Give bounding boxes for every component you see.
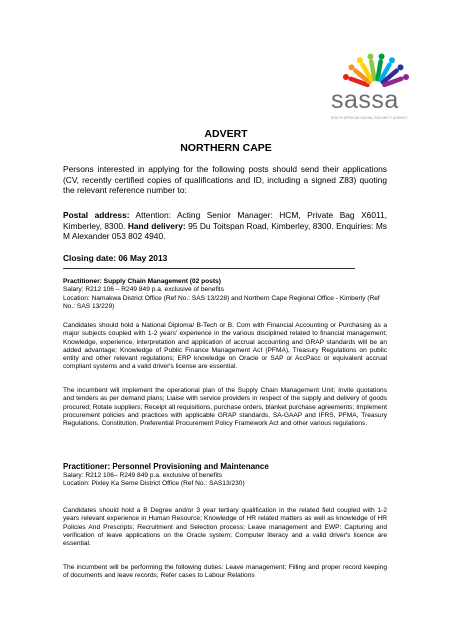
intro-text: Persons interested in applying for the following posts should send their applications (CV, recently certified copies of qualifications and ID, including a signed Z83) quoting the relevant reference number to: xyxy=(63,164,387,196)
postal-label: Postal address: xyxy=(63,210,130,220)
emblem-figure-head xyxy=(389,57,395,63)
logo-wordmark: sassa xyxy=(331,86,399,114)
post1-title: Practitioner: Supply Chain Management (02 posts) xyxy=(63,278,221,285)
sassa-logo xyxy=(331,50,421,130)
post2-location: Location: Pixley Ka Seme District Office (Ref No.: SAS13/230) xyxy=(63,480,245,488)
post2-title: Practitioner: Personnel Provisioning and Maintenance xyxy=(63,462,269,471)
emblem-figure-head xyxy=(403,74,409,80)
post1-requirements xyxy=(63,322,387,372)
logo-tagline: SOUTH AFRICAN SOCIAL SECURITY AGENCY xyxy=(331,116,408,120)
emblem-figure-head xyxy=(357,57,363,63)
emblem-figure-head xyxy=(343,74,349,80)
post1-duties-text: The incumbent will implement the operational plan of the Supply Chain Management Unit; Invite quotations and tenders as per demand plans; Liaise with service providers in respect of the supply and delivery of goods procured; Rotate suppliers; Receipt all requisitions, purchase orders, blanket purchase agreements; Implement procurement policies and practices with applicable GRAP standards, SA-GAAP and IFRS, PFMA, Treasury Regulations, Constitution, Preferential Procurement Policy Framework Act and other various regulations. xyxy=(63,387,387,428)
post2-header xyxy=(63,462,387,489)
closing-date-text: Closing date: 06 May 2013 xyxy=(63,253,168,263)
postal-paragraph xyxy=(63,210,387,242)
closing-date xyxy=(63,253,387,264)
post2-duties-text: The incumbent will be performing the following duties: Leave management; Filling and proper record keeping of documents and leave records; Refer cases to Labour Relations xyxy=(63,564,387,580)
post2-requirements xyxy=(63,507,387,548)
intro-paragraph xyxy=(63,164,387,196)
hand-delivery-label: Hand delivery: xyxy=(127,220,186,231)
post1-location: Location: Namakwa District Office (Ref No.: SAS 13/228) and Northern Cape Regional Office - Kimberly (Ref No.: SAS 13/229) xyxy=(63,294,380,310)
advert-title: ADVERT xyxy=(204,128,248,140)
emblem-figure-arm xyxy=(371,61,374,79)
post1-requirements-text: Candidates should hold a National Diploma/ B-Tech or B. Com with Financial Accounting or Purchasing as a major subjects coupled with 1-2 years' experience in the various disciplined related to financial management; Knowledge, experience, interpretation and application of accrual accounting and GRAP standards will be an added advantage; Knowledge of Public Finance Management Act (PFMA), Treasury Regulations on public entity and other relevant regulations; ERP knowledge on Oracle or SAP or AccPacc or equivalent accrual compliant systems and a valid driver's license are essential. xyxy=(63,322,387,371)
sassa-emblem-icon xyxy=(331,50,421,90)
post1-salary: Salary: R212 106 – R249 849 p.a. exclusive of benefits xyxy=(63,286,224,294)
region-title: NORTHERN CAPE xyxy=(180,142,272,154)
post2-requirements-text: Candidates should hold a B Degree and/or 3 year tertiary qualification in the related field coupled with 1-2 years relevant experience in Human Resource; Knowledge of HR related matters as well as knowledge of HR Policies And Prescripts; Recruitment and Selection process; Leave management and EWP: Capturing and verification of leave applications on the Oracle system; Computer literacy and a valid driver's licence are essential. xyxy=(63,507,387,548)
postal-text: Attention: Acting Senior Manager: HCM, Private Bag X6011, Kimberley, 8300. xyxy=(63,210,387,231)
post1-header xyxy=(63,278,387,311)
section-divider xyxy=(63,268,355,269)
emblem-figure-head xyxy=(367,53,373,59)
emblem-figure-head xyxy=(398,64,404,70)
post2-salary: Salary: R212 106– R249 849 p.a. exclusive of benefits xyxy=(63,472,223,479)
emblem-figure-head xyxy=(379,53,385,59)
post2-duties xyxy=(63,564,387,581)
post1-duties xyxy=(63,387,387,428)
hand-delivery-text: 95 Du Toitspan Road, Kimberley, 8300. Enquiries: Ms M Alexander 053 802 4940. xyxy=(63,220,387,242)
emblem-figure-head xyxy=(348,64,354,70)
